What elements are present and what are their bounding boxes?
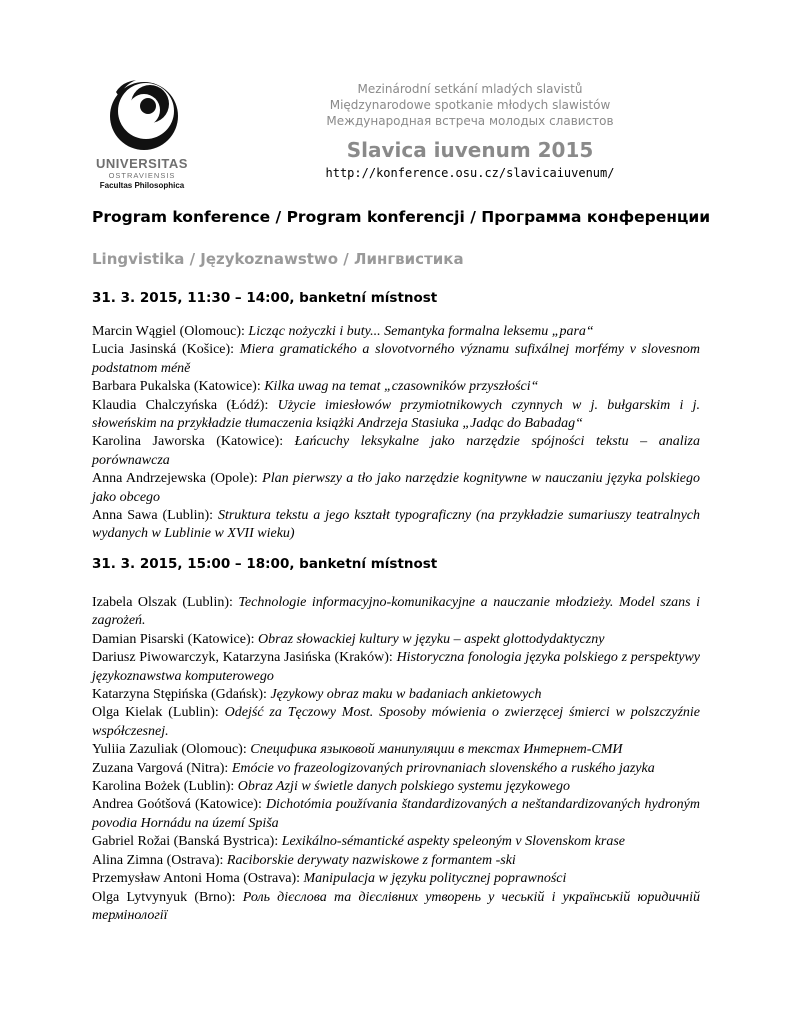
program-entry [92,397,700,434]
header-line-russian: Международная встреча молодых славистов [326,114,614,128]
program-entry [92,507,700,544]
entry-title: Historyczna fonologia języka polskiego z perspektywy językoznawstwa komputerowego [92,650,700,684]
conference-header [270,81,670,180]
entry-speaker: Zuzana Vargová (Nitra): [92,760,232,776]
entry-speaker: Dariusz Piwowarczyk, Katarzyna Jasińska (Kraków): [92,650,397,666]
session-1-heading: 31. 3. 2015, 11:30 – 14:00, banketní místnost [92,290,438,306]
logo-faculty: Facultas Philosophica [99,181,185,190]
program-entry [92,323,700,341]
logo-university-sub: OSTRAVIENSIS [108,171,176,180]
entry-title: Użycie imiesłowów przymiotnikowych czynnych w j. bułgarskim i j. słoweńskim na przykładzie tłumaczenia książki Andrzeja Stasiuka „Jadąc do Babadag“ [92,397,701,432]
entry-title: Роль дієслова та дієслівних утворень у чеській і українській юридичній термінології [92,889,700,923]
program-entry [92,796,700,833]
entry-title: Emócie vo frazeologizovaných prirovnaniach slovenského a ruského jazyka [231,760,655,776]
entry-title: Odejść za Tęczowy Most. Sposoby mówienia o zwierzęcej śmierci w polszczyźnie współczesnej. [92,705,700,739]
entry-speaker: Anna Andrzejewska (Opole): [92,471,263,487]
conference-url: http://konference.osu.cz/slavicaiuvenum/ [325,166,615,180]
program-entry [92,378,700,396]
program-entry [92,433,700,470]
entry-title: Językowy obraz maku w badaniach ankietowych [270,687,542,703]
program-entry [92,833,700,851]
program-entry [92,470,700,507]
entry-speaker: Alina Zimna (Ostrava): [92,852,227,868]
entry-speaker: Olga Lytvynyuk (Brno): [92,889,243,905]
university-logo [92,78,202,193]
entry-speaker: Izabela Olszak (Lublin): [92,595,239,610]
entry-speaker: Lucia Jasinská (Košice): [92,342,240,358]
program-entry [92,741,700,759]
header-line-czech: Mezinárodní setkání mladých slavistů [357,82,583,96]
entry-title: Obraz Azji w świetle danych polskiego systemu językowego [237,779,570,795]
program-entry [92,649,700,686]
entry-speaker: Andrea Goótšová (Katowice): [92,797,266,813]
entry-title: Raciborskie derywaty nazwiskowe z formantem -ski [226,852,516,868]
event-title: Slavica iuvenum 2015 [346,138,594,162]
entry-title: Licząc nożyczki i buty... Semantyka formalna leksemu „para“ [248,324,594,339]
entry-speaker: Przemysław Antoni Homa (Ostrava): [92,871,304,887]
entry-title: Łańcuchy leksykalne jako narzędzie spójności tekstu – analiza porównawcza [92,434,700,468]
program-entry [92,704,700,741]
entry-speaker: Anna Sawa (Lublin): [92,508,218,524]
entry-speaker: Gabriel Rožai (Banská Bystrica): [92,834,282,850]
program-entry [92,631,700,649]
program-entry [92,889,700,926]
program-entry [92,870,700,888]
entry-title: Kilka uwag na temat „czasowników przyszłości“ [264,379,539,395]
entry-title: Специфика языковой манипуляции в текстах Интернет-СМИ [250,742,623,758]
entry-title: Technologie informacyjno-komunikacyjne a nauczanie młodzieży. Model szans i zagrożeń. [92,595,701,629]
program-entry [92,852,700,870]
program-title: Program konference / Program konferencji / Программа конференции [92,208,711,226]
session-2-list [92,594,700,925]
program-entry [92,594,700,631]
entry-speaker: Barbara Pukalska (Katowice): [92,379,265,395]
entry-title: Lexikálno-sémantické aspekty speleoným v Slovenskom krase [281,834,625,850]
entry-speaker: Klaudia Chalczyńska (Łódź): [92,397,278,413]
entry-speaker: Marcin Wągiel (Olomouc): [92,324,249,339]
entry-title: Manipulacja w języku politycznej poprawności [303,871,567,887]
university-emblem-icon [92,78,202,158]
session-2-heading: 31. 3. 2015, 15:00 – 18:00, banketní místnost [92,556,438,572]
entry-speaker: Karolina Bożek (Lublin): [92,779,238,795]
entry-title: Dichotómia používania štandardizovaných a neštandardizovaných hydroným povodia Hornádu na území Spiša [92,797,701,831]
program-entry [92,778,700,796]
entry-speaker: Katarzyna Stępińska (Gdańsk): [92,687,271,703]
header-line-polish: Międzynarodowe spotkanie młodych slawistów [329,98,611,112]
entry-speaker: Damian Pisarski (Katowice): [92,631,259,647]
entry-speaker: Olga Kielak (Lublin): [92,705,225,721]
entry-title: Obraz słowackiej kultury w języku – aspekt glottodydaktyczny [258,631,605,647]
logo-university-name: UNIVERSITAS [96,156,188,171]
program-entry [92,686,700,704]
entry-title: Struktura tekstu a jego kształt typograficzny (na przykładzie sumariuszy teatralnych wydanych w Lublinie w XVII wieku) [92,508,700,542]
session-1-list [92,323,700,544]
program-entry [92,341,700,378]
entry-title: Plan pierwszy a tło jako narzędzie kognitywne w nauczaniu języka polskiego jako obcego [92,471,700,505]
entry-title: Miera gramatického a slovotvorného významu sufixálnej morfémy v slovesnom podstatnom méně [92,342,700,376]
entry-speaker: Yuliia Zazuliak (Olomouc): [92,742,251,758]
program-entry [92,760,700,778]
section-title: Lingvistika / Językoznawstwo / Лингвистика [92,250,464,268]
entry-speaker: Karolina Jaworska (Katowice): [92,434,295,450]
